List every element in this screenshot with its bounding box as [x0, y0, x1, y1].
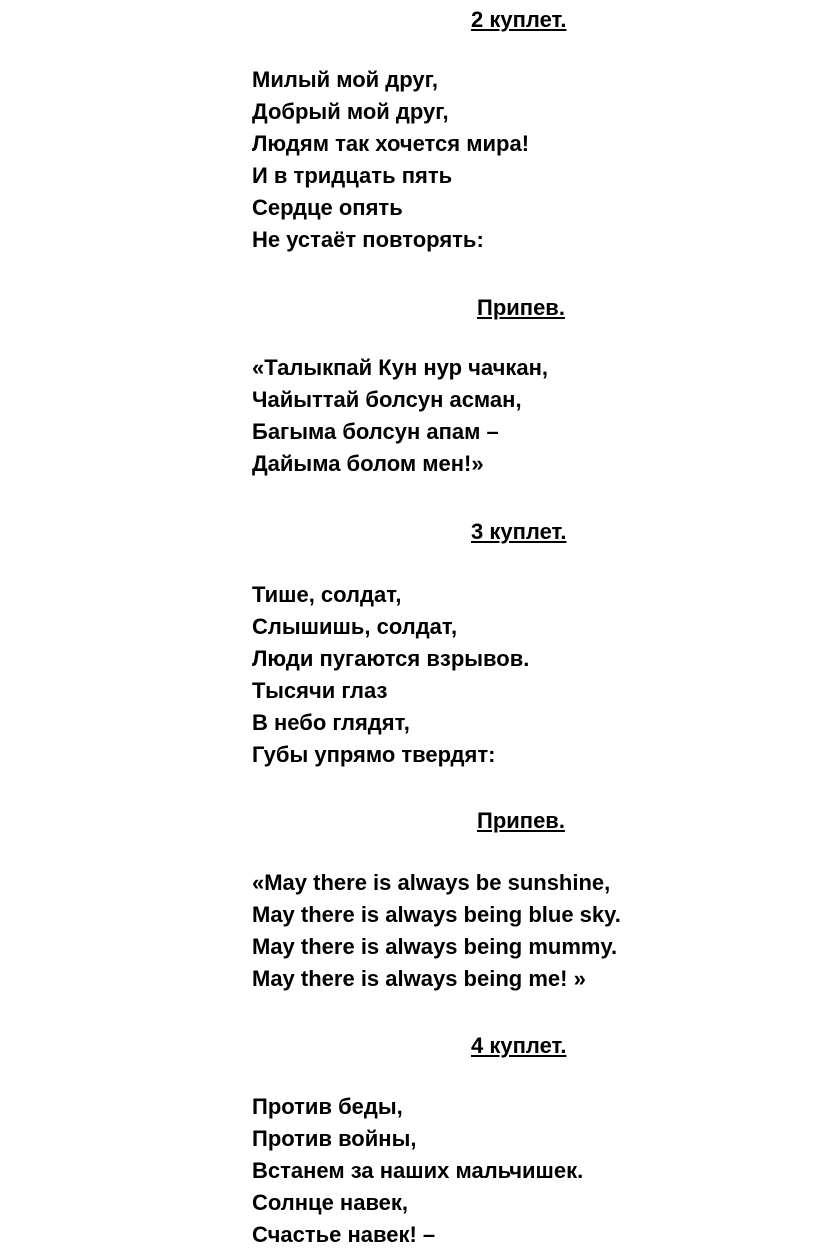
- verse-3-line: Губы упрямо твердят:: [252, 742, 496, 767]
- verse-4-line: Против войны,: [252, 1126, 417, 1151]
- verse-3-line: В небо глядят,: [252, 710, 410, 735]
- chorus-1-line: Дайыма болом мен!»: [252, 451, 484, 476]
- chorus-2-stanza: [252, 867, 621, 995]
- chorus-1-heading: Припев.: [477, 295, 565, 320]
- verse-2-line: Людям так хочется мира!: [252, 131, 530, 156]
- verse-4-heading: 4 куплет.: [471, 1033, 567, 1058]
- chorus-1-stanza: [252, 352, 548, 480]
- verse-2-heading: 2 куплет.: [471, 7, 567, 32]
- chorus-1-line: Чайыттай болсун асман,: [252, 387, 522, 412]
- verse-4-line: Солнце навек,: [252, 1190, 409, 1215]
- chorus-2-line: May there is always being me! »: [252, 966, 586, 991]
- verse-3-line: Люди пугаются взрывов.: [252, 646, 530, 671]
- verse-4-line: Встанем за наших мальчишек.: [252, 1158, 584, 1183]
- verse-3-line: Тише, солдат,: [252, 582, 402, 607]
- verse-2-line: Добрый мой друг,: [252, 99, 449, 124]
- chorus-2-line: May there is always being mummy.: [252, 934, 618, 959]
- verse-2-line: Милый мой друг,: [252, 67, 439, 92]
- chorus-2-heading: Припев.: [477, 808, 565, 833]
- verse-3-line: Тысячи глаз: [252, 678, 388, 703]
- chorus-2-line: May there is always being blue sky.: [252, 902, 621, 927]
- verse-3-heading: 3 куплет.: [471, 519, 567, 544]
- verse-2-line: Сердце опять: [252, 195, 403, 220]
- verse-4-line: Против беды,: [252, 1094, 403, 1119]
- verse-2-line: Не устаёт повторять:: [252, 227, 484, 252]
- verse-2-stanza: [252, 64, 529, 256]
- verse-3-line: Слышишь, солдат,: [252, 614, 458, 639]
- chorus-2-line: «May there is always be sunshine,: [252, 870, 611, 895]
- verse-4-line: Счастье навек! –: [252, 1222, 436, 1247]
- chorus-1-line: Багыма болсун апам –: [252, 419, 499, 444]
- verse-4-stanza: [252, 1091, 583, 1251]
- verse-3-stanza: [252, 579, 529, 771]
- chorus-1-line: «Талыкпай Кун нур чачкан,: [252, 355, 549, 380]
- verse-2-line: И в тридцать пять: [252, 163, 453, 188]
